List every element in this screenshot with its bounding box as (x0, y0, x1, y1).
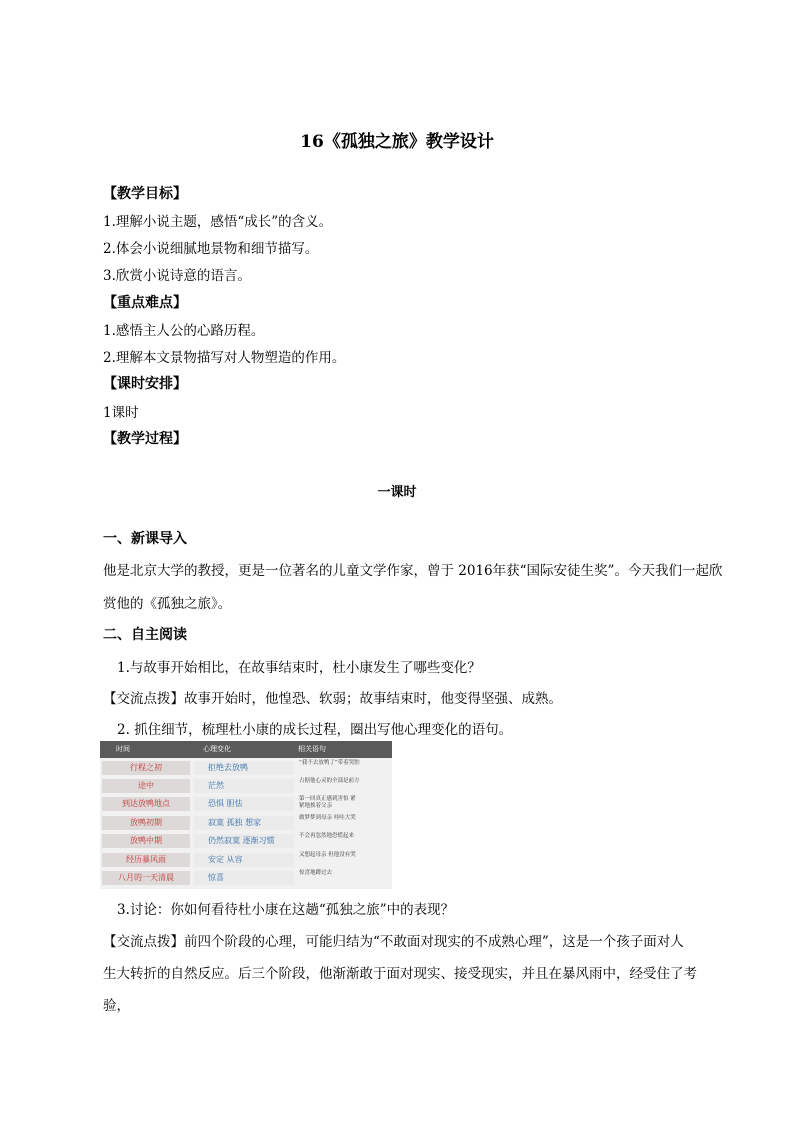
goal-item: 1.理解小说主题，感悟“成长”的含义。 (103, 214, 333, 230)
table-row (100, 869, 392, 886)
table-row (100, 759, 392, 776)
goals-heading: 【教学目标】 (103, 186, 187, 202)
schedule-text: 1课时 (103, 405, 139, 421)
mind-cell (194, 779, 294, 793)
table-row (100, 832, 392, 849)
answer-3-line: 生大转折的自然反应。后三个阶段，他渐渐敢于面对现实、接受现实，并且在暴风雨中，经受住了考 (103, 966, 697, 982)
table-header-cell: 时间 (116, 745, 130, 753)
time-cell: 放鸭初期 (102, 816, 190, 830)
table-header (100, 741, 392, 758)
mind-cell (194, 871, 294, 885)
quote-cell: 又想起母亲 但他没有哭 (299, 852, 356, 858)
key-points-heading: 【重点难点】 (103, 295, 187, 311)
intro-line: 他是北京大学的教授，更是一位著名的儿童文学作家，曾于 2016年获“国际安徒生奖”。今天我们一起欣 (103, 563, 723, 579)
table-row (100, 851, 392, 868)
process-heading: 【教学过程】 (103, 431, 187, 447)
quote-cell: 占据他心灵的全部是前方 (299, 778, 360, 784)
question-1: 1.与故事开始相比，在故事结束时，杜小康发生了哪些变化？ (117, 660, 481, 676)
part2-heading: 二、自主阅读 (103, 627, 187, 643)
growth-table (100, 741, 392, 889)
mind-text: 拒绝去放鸭 (208, 763, 248, 772)
key-point-item: 1.感悟主人公的心路历程。 (103, 323, 265, 339)
table-row (100, 795, 392, 812)
time-cell: 行程之初 (102, 761, 190, 775)
quote-cell: 第一回真正感到害怕 紧紧地挨着父亲 (299, 796, 356, 809)
table-row (100, 814, 392, 831)
mind-cell (194, 853, 294, 867)
mind-text: 安定 从容 (208, 855, 243, 864)
schedule-heading: 【课时安排】 (103, 376, 187, 392)
answer-3-line: 【交流点拨】前四个阶段的心理，可能归结为“不敢面对现实的不成熟心理”，这是一个孩子面对人 (103, 934, 684, 950)
quote-cell: 惊喜地蹲过去 (299, 870, 333, 876)
goal-item: 3.欣赏小说诗意的语言。 (103, 268, 251, 284)
mind-cell (194, 834, 294, 848)
time-cell: 放鸭中期 (102, 834, 190, 848)
table-row (100, 777, 392, 794)
mind-text: 茫然 (208, 781, 224, 790)
mind-cell (194, 797, 294, 811)
mind-text: 仍然寂寞 逐渐习惯 (208, 836, 275, 845)
mind-cell (194, 761, 294, 775)
answer-3-line: 验， (103, 998, 130, 1014)
time-cell: 经历暴风雨 (102, 853, 190, 867)
time-cell: 途中 (102, 779, 190, 793)
answer-1: 【交流点拨】故事开始时，他惶恐、软弱；故事结束时，他变得坚强、成熟。 (103, 691, 562, 707)
quote-cell: “我不去放鸭了”带着哭腔 (299, 760, 360, 766)
time-cell: 到达放鸭地点 (102, 797, 190, 811)
lesson-label: 一课时 (377, 485, 417, 500)
mind-cell (194, 816, 294, 830)
mind-text: 恐惧 胆怯 (208, 799, 243, 808)
intro-line: 赏他的《孤独之旅》。 (103, 596, 232, 612)
table-header-cell: 相关语句 (298, 745, 326, 753)
goal-item: 2.体会小说细腻地景物和细节描写。 (103, 241, 319, 257)
part1-heading: 一、新课导入 (103, 531, 187, 547)
question-3: 3.讨论：你如何看待杜小康在这趟“孤独之旅”中的表现？ (117, 902, 455, 918)
key-point-item: 2.理解本文景物描写对人物塑造的作用。 (103, 350, 346, 366)
time-cell: 八月的一天清晨 (102, 871, 190, 885)
question-2: 2. 抓住细节，梳理杜小康的成长过程，圈出写他心理变化的语句。 (117, 722, 513, 738)
quote-cell: 不会再忽然地恐慌起来 (299, 833, 355, 839)
table-header-cell: 心理变化 (203, 745, 231, 753)
page-title: 16《孤独之旅》教学设计 (300, 132, 494, 152)
quote-cell: 做梦梦到母亲 哇哇大哭 (299, 815, 356, 821)
mind-text: 惊喜 (208, 873, 224, 882)
mind-text: 寂寞 孤独 想家 (208, 818, 262, 827)
